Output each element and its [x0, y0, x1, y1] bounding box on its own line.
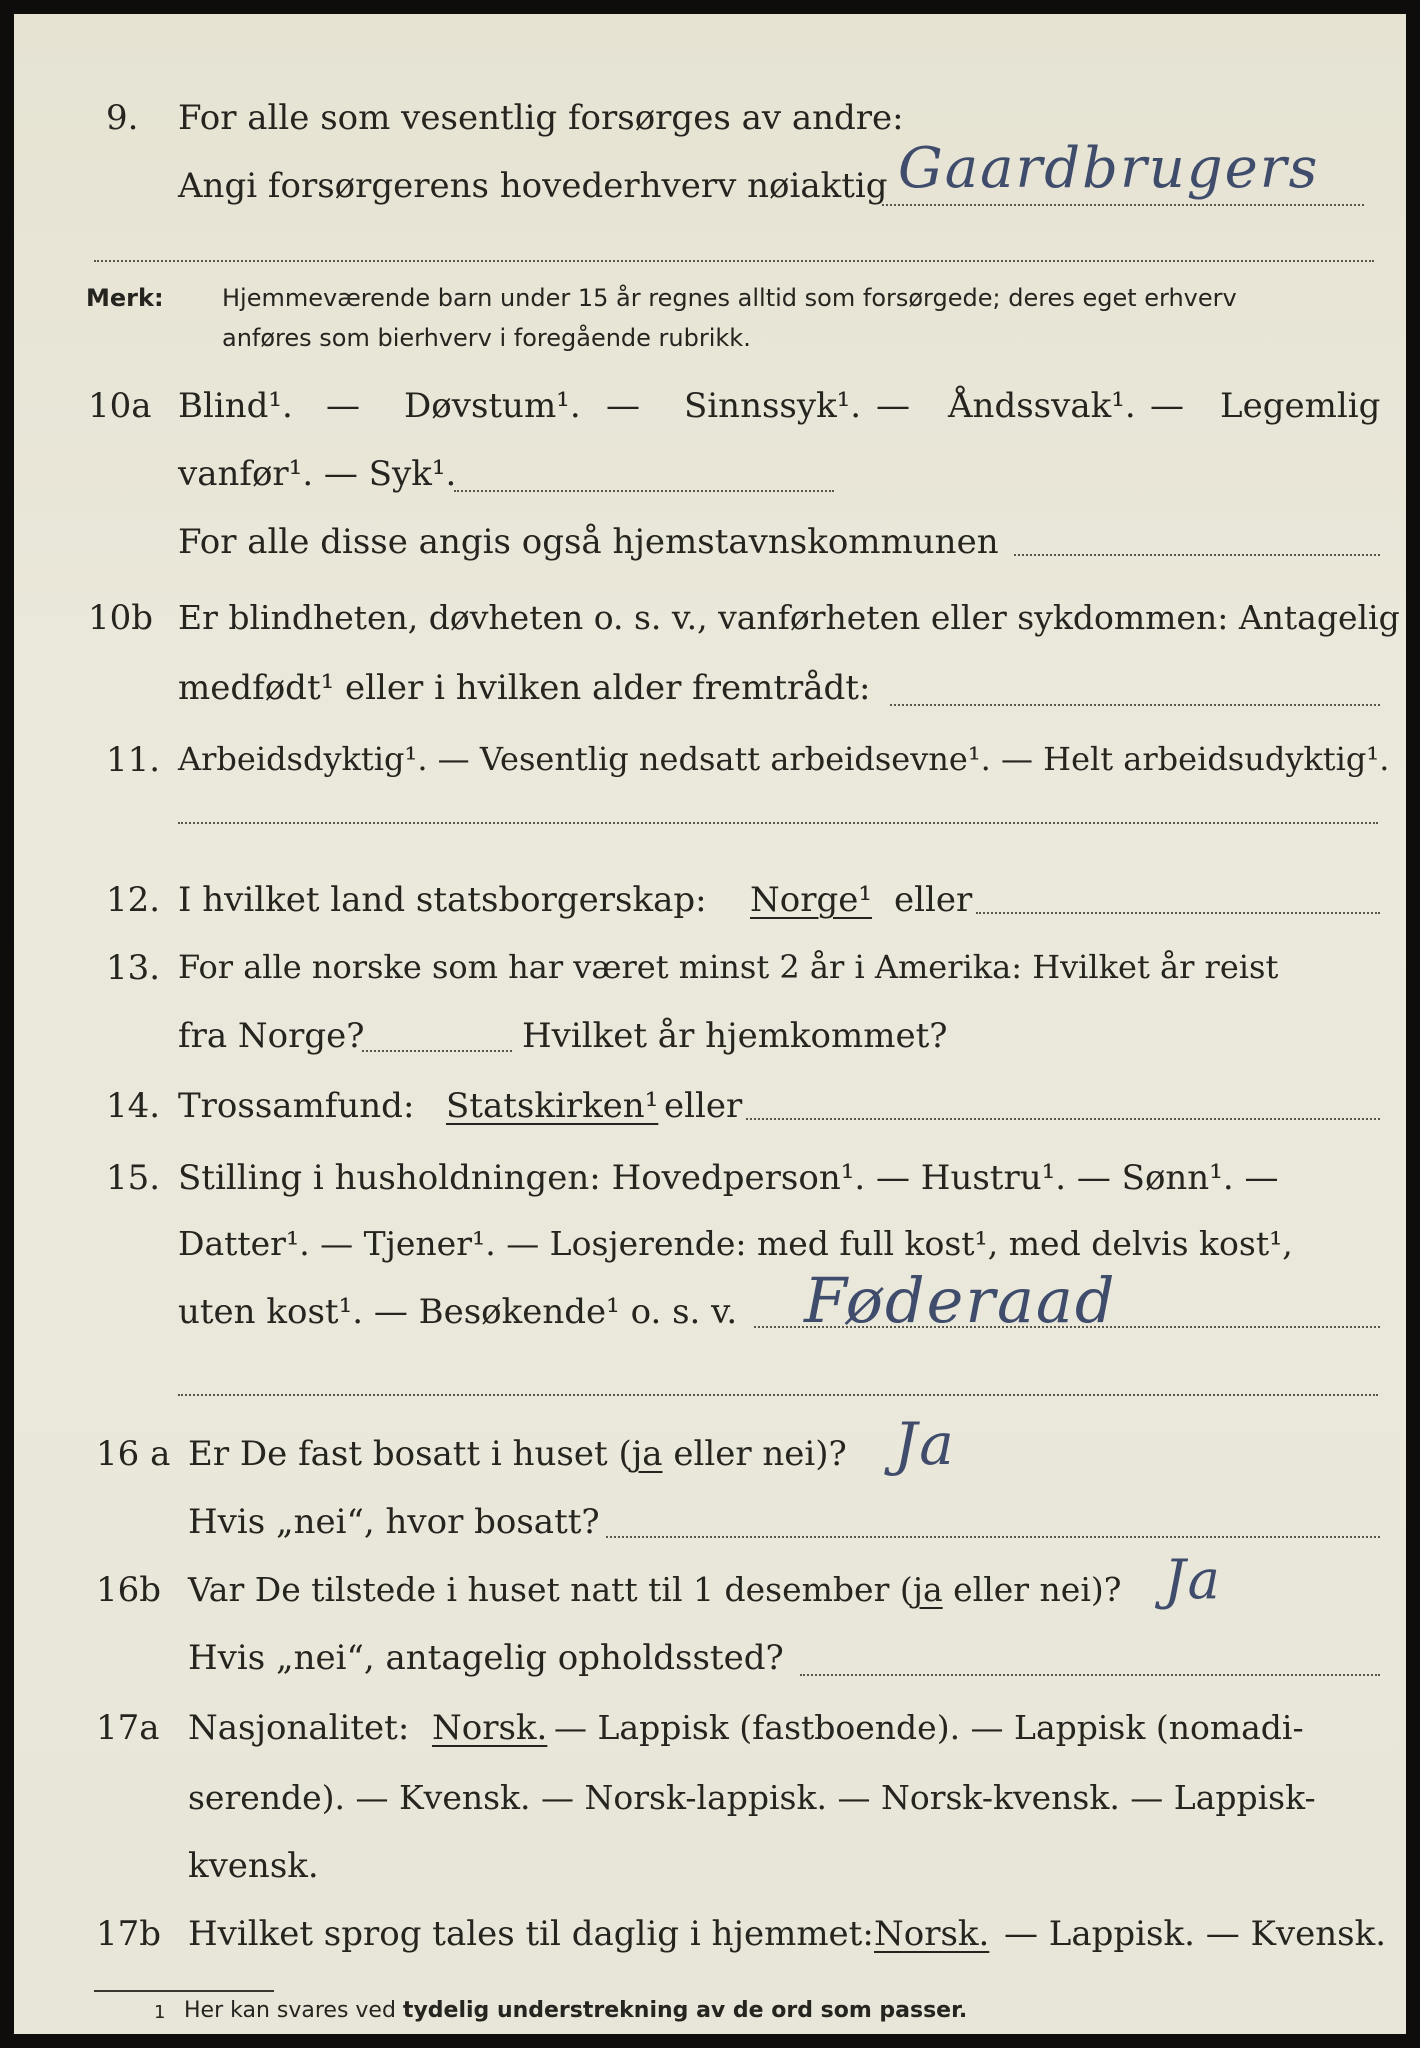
q13-reist-answer-line: [362, 1050, 512, 1052]
q13-line2b: Hvilket år hjemkommet?: [522, 1016, 948, 1056]
q16b-answer-line: [800, 1674, 1380, 1676]
q17a-line3: kvensk.: [188, 1846, 319, 1886]
q10a-number: 10a: [88, 386, 152, 426]
q17a-line1-rest: — Lappisk (fastboende). — Lappisk (nomadi-: [554, 1708, 1304, 1747]
q16b-line2: Hvis „nei“, antagelig opholdssted?: [188, 1638, 784, 1678]
merk-text-line1: Hjemmeværende barn under 15 år regnes alltid som forsørgede; deres eget erhverv: [222, 284, 1237, 312]
q10a-line2: vanfør¹. — Syk¹.: [178, 454, 457, 494]
q16a-handwritten-answer: Ja: [894, 1410, 956, 1478]
q12-eller: eller: [894, 880, 973, 920]
q9-answer-line: [882, 204, 1364, 206]
q15-line3: uten kost¹. — Besøkende¹ o. s. v.: [178, 1292, 738, 1332]
census-form-page: 9. For alle som vesentlig forsørges av andre: Angi forsørgerens hovederhverv nøiaktig Gaardbrugers Merk: Hjemmeværende barn under 15 år regnes alltid som forsørgede; deres eget erhverv anføres som bierhverv i foregående rubrikk. 10a Blind¹. — Døvstum¹. — Sinnssyk¹. — Åndssvak¹. — Legemlig vanfør¹. — Syk¹. For alle disse angis også hjemstavnskommunen 10b Er blindheten, døvheten o. s. v., vanførheten eller sykdommen: Antagelig medfødt¹ eller i hvilken alder fremtrådt: 11. Arbeidsdyktig¹. — Vesentlig nedsatt arbeidsevne¹. — Helt arbeidsudyktig¹. 12. I hvilket land statsborgerskap: Norge¹ eller 13. For alle norske som har været minst 2 år i Amerika: Hvilket år reist fra Norge? Hvilket år hjemkommet? 14. Trossamfund: Statskirken¹ eller 15. Stilling i husholdningen: Hovedperson¹. — Hustru¹. — Sønn¹. — Datter¹. — Tjener¹. — Losjerende: med full kost¹, med delvis kost¹, uten kost¹. — Besøkende¹ o. s. v. Føderaad 16 a Er De fast bosatt i huset (ja eller nei)? Ja Hvis „nei“, hvor bosatt? 16b Var De tilstede i huset natt til 1 desember (ja eller nei)? Ja Hvis „nei“, antagelig opholdssted? 17a Nasjonalitet: Norsk. — Lappisk (fastboende). — Lappisk (nomadi- serende). — Kvensk. — Norsk-lappisk. — Norsk-kvensk. — Lappisk- kvensk. 17b Hvilket sprog tales til daglig i hjemmet: Norsk. — Lappisk. — Kvensk. 1 Her kan svares ved tydelig understrekning av de ord som passer.: [14, 14, 1406, 2034]
q14-statskirken-underlined: Statskirken¹: [446, 1086, 659, 1126]
q13-number: 13.: [106, 948, 161, 988]
q10a-option-dovstum: Døvstum¹.: [404, 386, 581, 426]
q9-question-line1: For alle som vesentlig forsørges av andre:: [178, 98, 904, 138]
q12-norge-underlined: Norge¹: [750, 880, 872, 920]
q16b-ja-underlined: ja: [912, 1570, 943, 1609]
q10a-hjemstavn-answer-line: [1014, 554, 1380, 556]
q10b-line1: Er blindheten, døvheten o. s. v., vanførheten eller sykdommen: Antagelig: [178, 598, 1400, 637]
q10a-option-legemlig: Legemlig: [1220, 386, 1381, 426]
q17a-line2: serende). — Kvensk. — Norsk-lappisk. — Norsk-kvensk. — Lappisk-: [188, 1778, 1316, 1817]
q16a-answer-line: [606, 1536, 1380, 1538]
q17a-norsk-underlined: Norsk.: [432, 1708, 548, 1748]
q11-answer-line: [178, 822, 1378, 824]
q14-answer-line: [746, 1118, 1380, 1120]
q13-line2a: fra Norge?: [178, 1016, 365, 1056]
q10b-number: 10b: [88, 598, 154, 638]
q16a-ja-underlined: ja: [631, 1434, 663, 1474]
q16a-line1: Er De fast bosatt i huset (ja eller nei)?: [188, 1434, 847, 1474]
q14-number: 14.: [106, 1086, 161, 1126]
q12-line1: I hvilket land statsborgerskap:: [178, 880, 707, 920]
q15-line2: Datter¹. — Tjener¹. — Losjerende: med full kost¹, med delvis kost¹,: [178, 1224, 1293, 1263]
q9-question-line2: Angi forsørgerens hovederhverv nøiaktig: [178, 166, 888, 206]
q17a-label: Nasjonalitet:: [188, 1708, 410, 1748]
q12-answer-line: [976, 912, 1380, 914]
q16b-number: 16b: [96, 1570, 162, 1610]
q14-label: Trossamfund:: [178, 1086, 415, 1126]
q17b-rest: — Lappisk. — Kvensk.: [1004, 1914, 1387, 1954]
footnote-text: Her kan svares ved tydelig understrekning av de ord som passer.: [184, 1998, 968, 2023]
q10a-option-andssvak: Åndssvak¹.: [948, 386, 1136, 426]
merk-text-line2: anføres som bierhverv i foregående rubrikk.: [222, 324, 751, 352]
q15-number: 15.: [106, 1158, 161, 1198]
q10a-option-sinnssyk: Sinnssyk¹.: [684, 386, 862, 426]
q9-extra-line: [94, 260, 1374, 262]
q9-handwritten-answer: Gaardbrugers: [898, 136, 1320, 201]
q16b-line1: Var De tilstede i huset natt til 1 desember (ja eller nei)?: [188, 1570, 1122, 1609]
q10b-answer-line: [890, 704, 1380, 706]
q16a-number: 16 a: [96, 1434, 171, 1474]
q17a-number: 17a: [96, 1708, 160, 1748]
q13-line1: For alle norske som har været minst 2 år i Amerika: Hvilket år reist: [178, 948, 1279, 986]
q17b-label: Hvilket sprog tales til daglig i hjemmet:: [188, 1914, 874, 1954]
q11-number: 11.: [106, 740, 161, 780]
q10a-syk-answer-line: [454, 490, 834, 492]
q17b-norsk-underlined: Norsk.: [874, 1914, 990, 1954]
merk-label: Merk:: [86, 284, 164, 312]
q12-number: 12.: [106, 880, 161, 920]
footnote-mark: 1: [154, 2002, 166, 2023]
footnote-separator: [94, 1990, 274, 1992]
q16b-handwritten-answer: Ja: [1164, 1548, 1222, 1611]
q17b-number: 17b: [96, 1914, 162, 1954]
q10b-line2: medfødt¹ eller i hvilken alder fremtrådt:: [178, 668, 871, 708]
q10a-option-blind: Blind¹.: [178, 386, 293, 426]
q11-line1: Arbeidsdyktig¹. — Vesentlig nedsatt arbeidsevne¹. — Helt arbeidsudyktig¹.: [178, 740, 1390, 778]
q10a-line3: For alle disse angis også hjemstavnskommunen: [178, 522, 999, 562]
q16a-line2: Hvis „nei“, hvor bosatt?: [188, 1502, 600, 1542]
q14-eller: eller: [664, 1086, 743, 1126]
q15-handwritten-answer: Føderaad: [804, 1264, 1117, 1337]
q15-extra-line: [178, 1394, 1378, 1396]
q15-line1: Stilling i husholdningen: Hovedperson¹. — Hustru¹. — Sønn¹. —: [178, 1158, 1279, 1198]
q9-number: 9.: [106, 98, 139, 138]
